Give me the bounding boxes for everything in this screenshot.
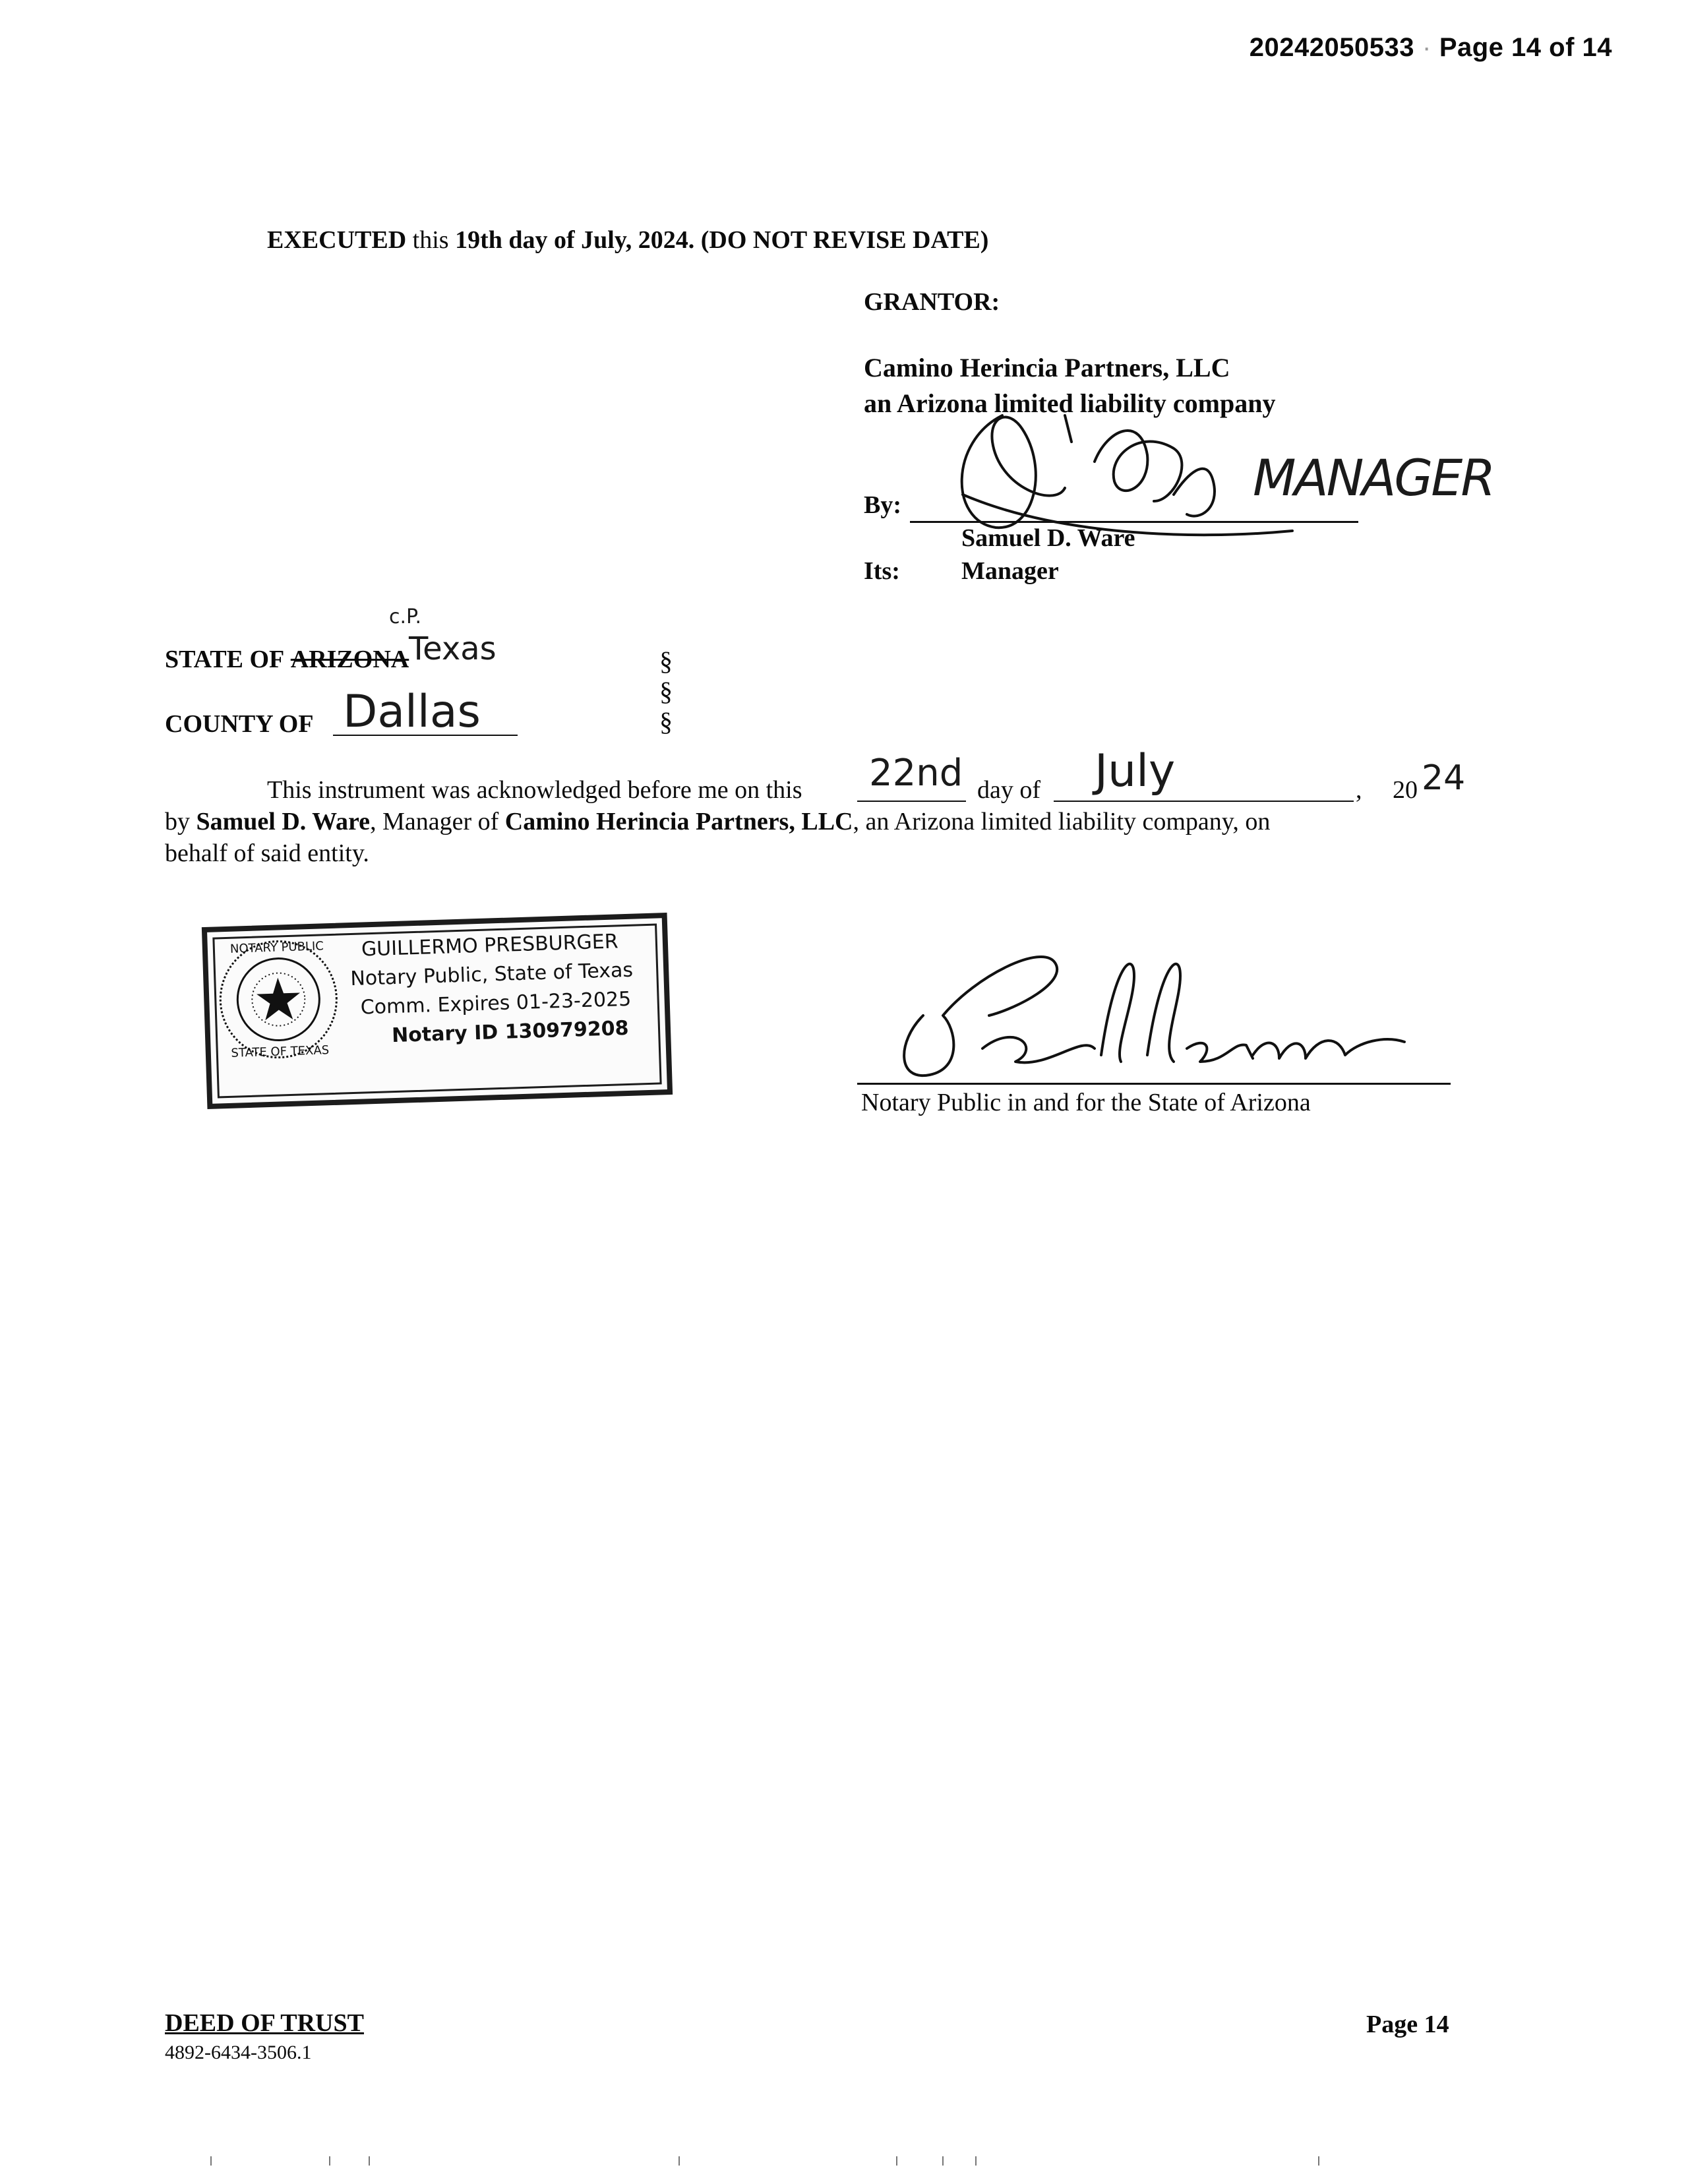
county-label: COUNTY OF <box>165 710 314 738</box>
seal-text-top: NOTARY PUBLIC <box>229 939 324 956</box>
executed-label: EXECUTED <box>267 226 407 254</box>
handwritten-initials: c.P. <box>389 605 421 628</box>
page-counter: Page 14 of 14 <box>1439 33 1612 62</box>
scan-artifacts <box>0 2151 1688 2171</box>
notary-signature-line <box>857 1083 1451 1085</box>
section-mark-3: § <box>659 707 673 737</box>
ack-line3: behalf of said entity. <box>165 839 369 867</box>
footer-document-code: 4892-6434-3506.1 <box>165 2042 312 2063</box>
grantor-signer-title: Manager <box>961 557 1059 585</box>
ack-day-handwritten: 22nd <box>869 752 963 795</box>
document-number: 20242050533 <box>1249 33 1414 62</box>
ack-line2: by Samuel D. Ware, Manager of Camino Herincia Partners, LLC, an Arizona limited liability company, on <box>165 808 1271 835</box>
struck-state: ARIZONA <box>290 646 409 673</box>
grantor-signer-name: Samuel D. Ware <box>961 524 1135 552</box>
notary-name: GUILLERMO PRESBURGER <box>361 930 619 961</box>
header-separator: · <box>1422 33 1432 62</box>
execution-date: 19th day of July, 2024. (DO NOT REVISE DATE) <box>455 226 989 254</box>
section-mark-1: § <box>659 646 673 676</box>
ack-day-of-label: day of <box>977 776 1041 804</box>
execution-line <box>267 224 988 256</box>
footer-page-number: Page 14 <box>1366 2011 1449 2038</box>
notary-signature <box>884 936 1424 1088</box>
notary-caption: Notary Public in and for the State of Arizona <box>861 1089 1311 1116</box>
page-header <box>1250 33 1612 63</box>
notary-seal <box>214 935 343 1064</box>
ack-year-prefix: 20 <box>1393 776 1418 804</box>
notary-stamp-text <box>349 927 635 1052</box>
by-label: By: <box>864 491 901 519</box>
handwritten-state: Texas <box>409 630 497 667</box>
footer-title: DEED OF TRUST <box>165 2009 364 2037</box>
handwritten-county: Dallas <box>343 686 481 738</box>
its-label: Its: <box>864 557 900 585</box>
grantor-entity-description: an Arizona limited liability company <box>864 388 1276 418</box>
ack-day-line <box>857 801 966 802</box>
this-word: this <box>412 226 449 254</box>
notary-stamp <box>202 913 673 1109</box>
notary-expiration: Comm. Expires 01-23-2025 <box>360 987 632 1019</box>
ack-line1-prefix: This instrument was acknowledged before me on this <box>267 776 802 804</box>
ack-month-handwritten: July <box>1095 745 1176 797</box>
section-mark-2: § <box>659 677 673 706</box>
seal-text-bottom: STATE OF TEXAS <box>231 1043 330 1060</box>
ack-comma: , <box>1356 776 1362 804</box>
state-line: STATE OF ARIZONA <box>165 646 409 673</box>
ack-year-handwritten: 24 <box>1422 758 1466 798</box>
notary-id: Notary ID 130979208 <box>391 1016 630 1048</box>
notary-title: Notary Public, State of Texas <box>349 958 634 991</box>
grantor-entity-name: Camino Herincia Partners, LLC <box>864 353 1230 382</box>
grantor-handwritten-title: MANAGER <box>1253 448 1494 507</box>
grantor-label: GRANTOR: <box>864 288 1000 316</box>
ack-month-line <box>1054 801 1354 802</box>
